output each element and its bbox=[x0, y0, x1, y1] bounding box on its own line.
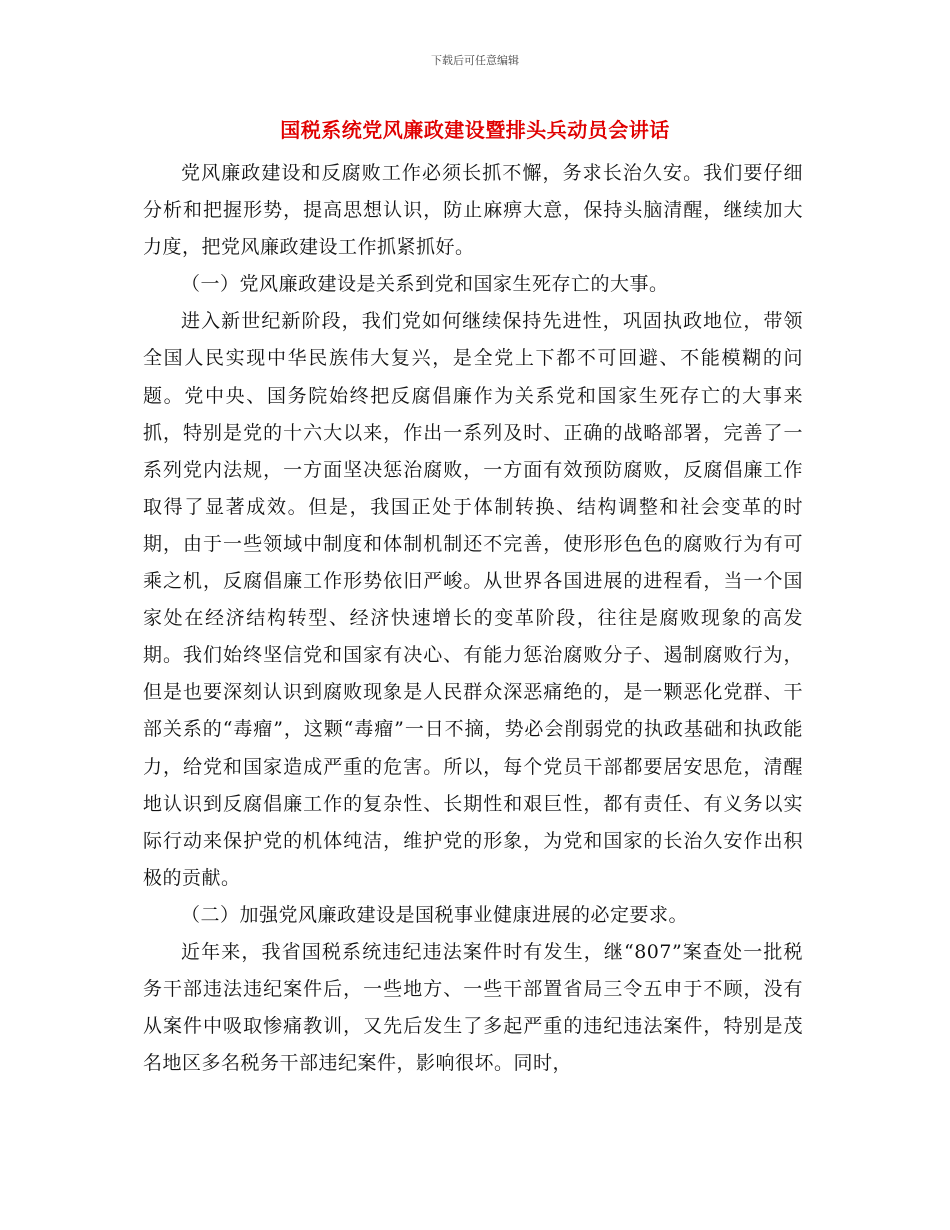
section-heading-2: （二）加强党风廉政建设是国税事业健康进展的必定要求。 bbox=[181, 903, 689, 926]
document-body bbox=[143, 155, 803, 1082]
header-note: 下载后可任意编辑 bbox=[431, 54, 519, 67]
section-heading-1: （一）党风廉政建设是关系到党和国家生死存亡的大事。 bbox=[181, 273, 669, 296]
paragraph-section-1: 进入新世纪新阶段，我们党如何继续保持先进性，巩固执政地位，带领全国人民实现中华民族伟大复兴，是全党上下都不可回避、不能模糊的问题。党中央、国务院始终把反腐倡廉作为关系党和国家生死存亡的大事来抓，特别是党的十六大以来，作出一系列及时、正确的战略部署，完善了一系列党内法规，一方面坚决惩治腐败，一方面有效预防腐败，反腐倡廉工作取得了显著成效。但是，我国正处于体制转换、结构调整和社会变革的时期，由于一些领域中制度和体制机制还不完善，使形形色色的腐败行为有可乘之机，反腐倡廉工作形势依旧严峻。从世界各国进展的进程看，当一个国家处在经济结构转型、经济快速增长的变革阶段，往往是腐败现象的高发期。我们始终坚信党和国家有决心、有能力惩治腐败分子、遏制腐败行为，但是也要深刻认识到腐败现象是人民群众深恶痛绝的，是一颗恶化党群、干部关系的“毒瘤”，这颗“毒瘤”一日不摘，势必会削弱党的执政基础和执政能力，给党和国家造成严重的危害。所以，每个党员干部都要居安思危，清醒地认识到反腐倡廉工作的复杂性、长期性和艰巨性，都有责任、有义务以实际行动来保护党的机体纯洁，维护党的形象，为党和国家的长治久安作出积极的贡献。 bbox=[143, 310, 803, 889]
document-title: 国税系统党风廉政建设暨排头兵动员会讲话 bbox=[280, 118, 670, 142]
paragraph-section-2: 近年来，我省国税系统违纪违法案件时有发生，继“807”案查处一批税务干部违法违纪案件后，一些地方、一些干部置省局三令五申于不顾，没有从案件中吸取惨痛教训，又先后发生了多起严重的违纪违法案件，特别是茂名地区多名税务干部违纪案件，影响很坏。同时， bbox=[143, 940, 803, 1075]
paragraph-intro: 党风廉政建设和反腐败工作必须长抓不懈，务求长治久安。我们要仔细分析和把握形势，提高思想认识，防止麻痹大意，保持头脑清醒，继续加大力度，把党风廉政建设工作抓紧抓好。 bbox=[143, 162, 803, 259]
